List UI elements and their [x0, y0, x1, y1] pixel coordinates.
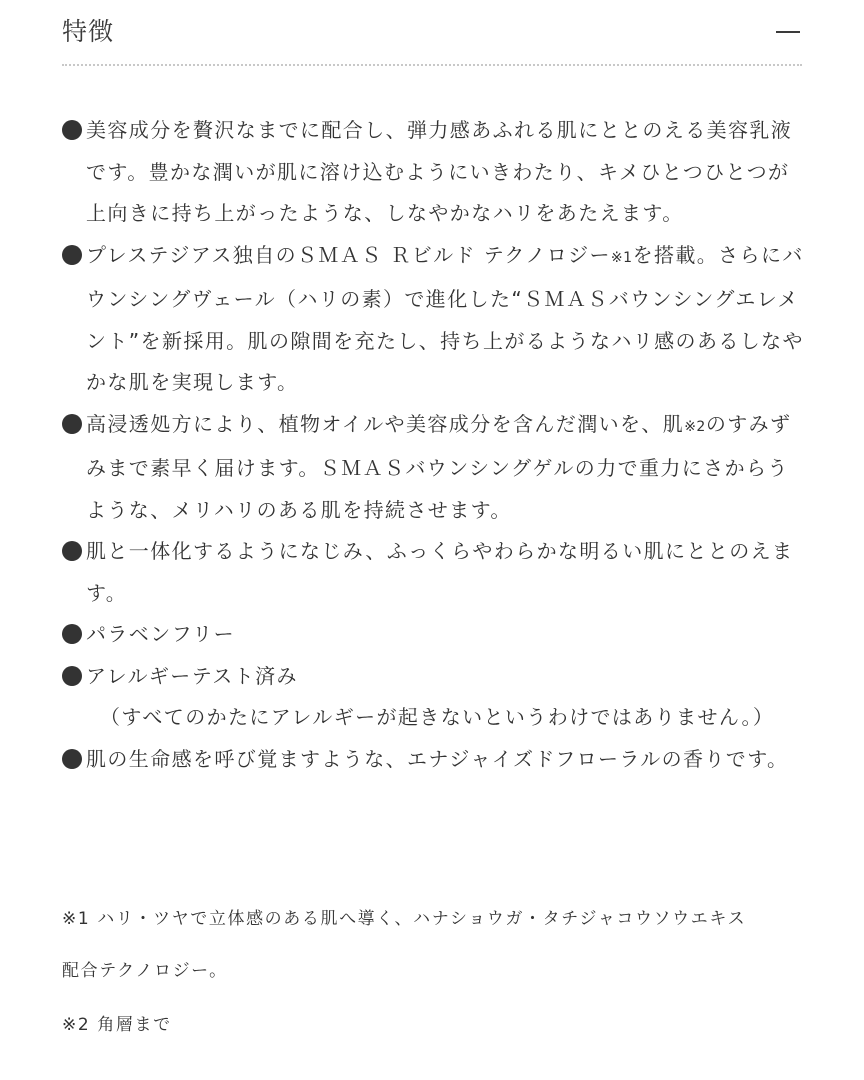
feature-text: アレルギーテスト済み [86, 663, 298, 688]
section-title: 特徴 [62, 17, 115, 46]
bullet-icon [62, 749, 82, 769]
feature-item [62, 110, 806, 235]
features-accordion-header[interactable] [62, 0, 802, 66]
bullet-icon [62, 666, 82, 686]
bullet-icon [62, 541, 82, 561]
footnote-1 [62, 906, 806, 984]
minus-icon[interactable] [776, 31, 800, 33]
bullet-icon [62, 120, 82, 140]
bullet-icon [62, 414, 82, 434]
feature-text-part: 高浸透処方により、植物オイルや美容成分を含んだ潤いを、肌 [86, 411, 685, 436]
feature-text [86, 404, 806, 532]
bullet-icon [62, 245, 82, 265]
feature-note: （すべてのかたにアレルギーが起きないというわけではありません。） [100, 705, 775, 729]
feature-text-part: プレステジアス独自のＳＭＡＳ Ｒビルド テクノロジー [86, 242, 611, 267]
feature-item [62, 404, 806, 532]
feature-text: 肌の生命感を呼び覚ますような、エナジャイズドフローラルの香りです。 [86, 746, 789, 771]
footnote-1-line1: ※1 ハリ・ツヤで立体感のある肌へ導く、ハナショウガ・タチジャコウソウエキス [62, 909, 747, 929]
footnotes [62, 906, 806, 1038]
footnote-2: ※2 角層まで [62, 1015, 172, 1035]
feature-item [62, 531, 806, 614]
feature-item [62, 739, 806, 781]
features-list [62, 110, 806, 780]
footnote-mark: ※1 [610, 249, 633, 266]
feature-item [62, 614, 806, 656]
feature-text-part: を搭載。さらにバウンシングヴェール（ハリの素）で進化した“ＳＭＡＳバウンシングエレメント”を新採用。肌の隙間を充たし、持ち上がるようなハリ感のあるしなやかな肌を実現します。 [86, 242, 804, 394]
bullet-icon [62, 624, 82, 644]
feature-text [86, 235, 806, 404]
feature-text-part: のすみずみまで素早く届けます。ＳＭＡＳバウンシングゲルの力で重力にさからうような、メリハリのある肌を持続させます。 [86, 411, 792, 522]
feature-text: 美容成分を贅沢なまでに配合し、弾力感あふれる肌にととのえる美容乳液です。豊かな潤いが肌に溶け込むようにいきわたり、キメひとつひとつが上向きに持ち上がったような、しなやかなハリをあたえます。 [86, 118, 793, 225]
feature-text: パラベンフリー [86, 622, 235, 646]
footnote-mark: ※2 [684, 418, 706, 435]
feature-text: 肌と一体化するようになじみ、ふっくらやわらかな明るい肌にととのえます。 [86, 539, 794, 605]
feature-item [62, 656, 806, 739]
footnote-1-line2: 配合テクノロジー。 [62, 961, 228, 981]
feature-item [62, 235, 806, 404]
